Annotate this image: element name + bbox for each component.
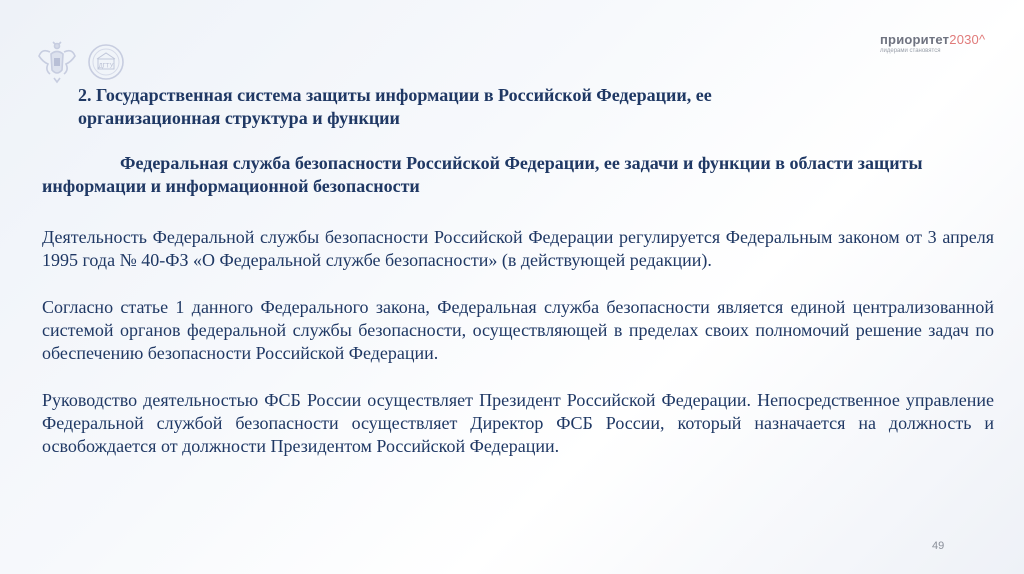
header-logos [36, 40, 126, 84]
brand-name-text: приоритет [880, 32, 950, 47]
brand-year: 2030^ [949, 32, 986, 47]
university-emblem-text: ДГТУ [98, 63, 114, 70]
paragraph-1: Деятельность Федеральной службы безопасности Российской Федерации регулируется Федеральным законом от 3 апреля 1995 года № 40-ФЗ «О Федеральной службе безопасности» (в действующей редакции). [42, 227, 994, 270]
brand-tagline: лидерами становятся [880, 48, 941, 54]
paragraph-3: Руководство деятельностью ФСБ России осуществляет Президент Российской Федерации. Непосредственное управление Федеральной службой безопасности осуществляет Директор ФСБ России, который назначается на должность и освобождается от должности Президентом Российской Федерации. [42, 390, 994, 456]
coat-of-arms-icon [36, 40, 78, 84]
section-heading: 2. Государственная система защиты информации в Российской Федерации, ее организационная структура и функции [78, 85, 712, 128]
slide-content [42, 84, 994, 458]
brand-logo [880, 32, 985, 54]
university-emblem-icon [86, 42, 126, 82]
brand-name [880, 32, 985, 47]
page-number: 49 [932, 540, 945, 552]
paragraph-2: Согласно статье 1 данного Федерального закона, Федеральная служба безопасности является единой централизованной системой органов федеральной службы безопасности, осуществляющей в пределах своих полномочий решение задач по обеспечению безопасности Российской Федерации. [42, 297, 994, 363]
subsection-heading: Федеральная служба безопасности Российской Федерации, ее задачи и функции в области защиты информации и информационной безопасности [42, 153, 923, 196]
